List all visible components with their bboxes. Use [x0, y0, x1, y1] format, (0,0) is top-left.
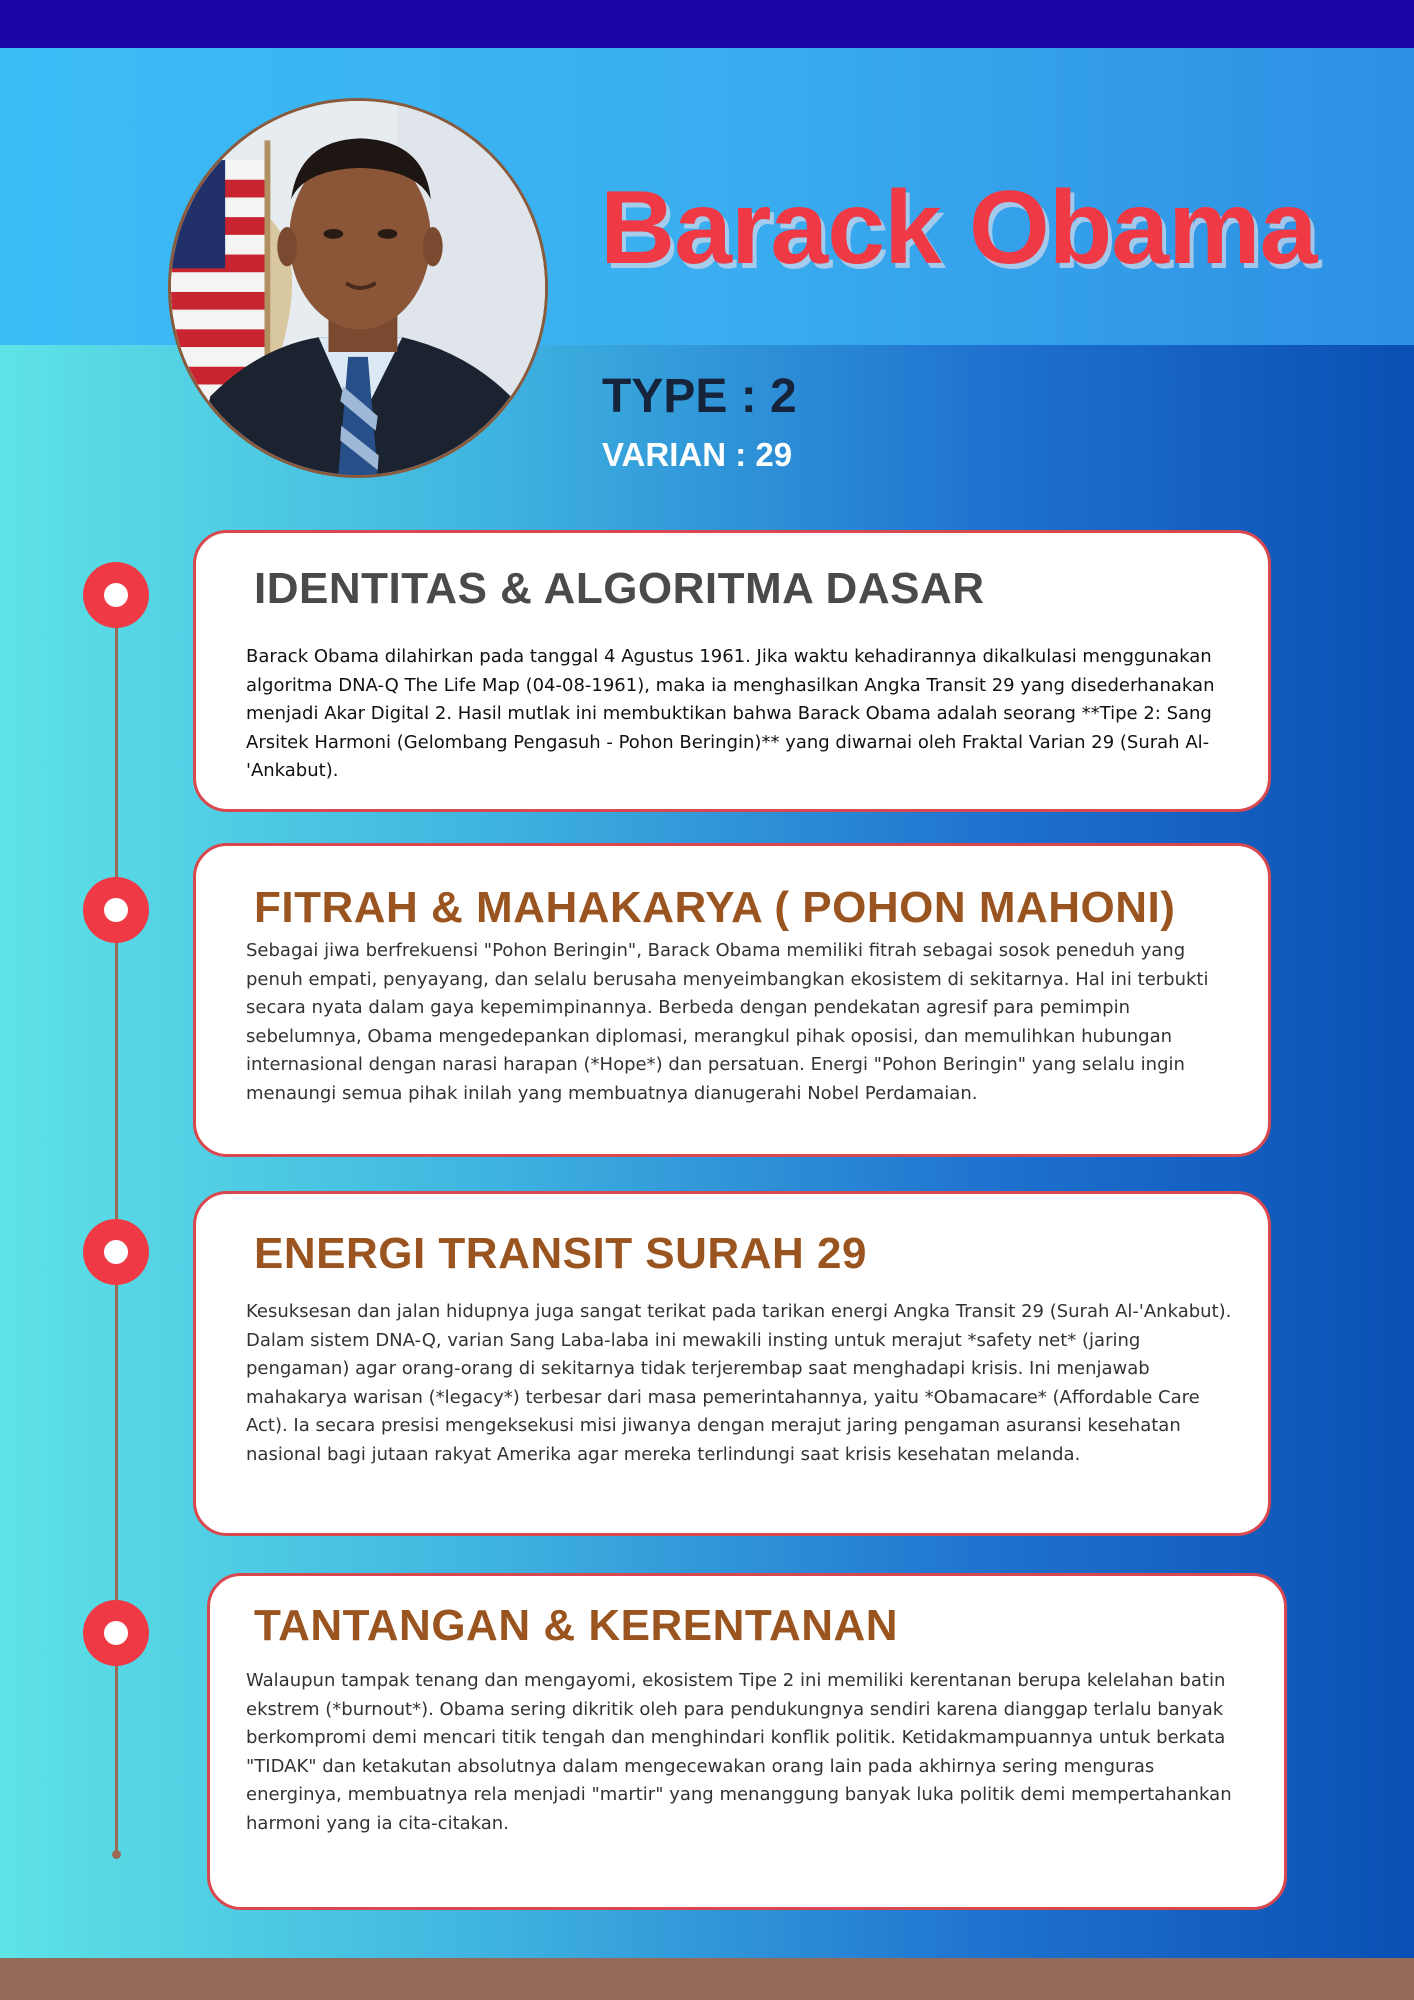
section-card-challenges — [207, 1573, 1287, 1910]
section-heading: TANTANGAN & KERENTANAN — [254, 1601, 899, 1650]
section-body: Sebagai jiwa berfrekuensi "Pohon Beringin", Barack Obama memiliki fitrah sebagai sosok peneduh yang penuh empati, penyayang, dan selalu berusaha menyeimbangkan ekosistem di sekitarnya. Hal ini terbukti secara nyata dalam gaya kepemimpinannya. Berbeda dengan pendekatan agresif para pemimpin sebelumnya, Obama mengedepankan diplomasi, merangkul pihak oposisi, dan memulihkan hubungan internasional dengan narasi harapan (*Hope*) dan persatuan. Energi "Pohon Beringin" yang selalu ingin menaungi semua pihak inilah yang membuatnya dianugerahi Nobel Perdamaian. — [246, 940, 1209, 1104]
section-body: Kesuksesan dan jalan hidupnya juga sangat terikat pada tarikan energi Angka Transit 29 (Surah Al-'Ankabut). Dalam sistem DNA-Q, varian Sang Laba-laba ini mewakili insting untuk merajut *safety net* (jaring pengaman) agar orang-orang di sekitarnya tidak terjerembap saat menghadapi krisis. Ini menjawab mahakarya warisan (*legacy*) terbesar dari masa pemerintahannya, yaitu *Obamacare* (Affordable Care Act). Ia secara presisi mengeksekusi misi jiwanya dengan merajut jaring pengaman asuransi kesehatan nasional bagi jutaan rakyat Amerika agar mereka terlindungi saat krisis kesehatan melanda. — [246, 1301, 1232, 1465]
portrait-photo — [168, 98, 548, 478]
section-card-fitrah — [193, 843, 1271, 1157]
timeline-dot-4 — [83, 1600, 149, 1666]
timeline-dot-3 — [83, 1219, 149, 1285]
section-body: Walaupun tampak tenang dan mengayomi, ekosistem Tipe 2 ini memiliki kerentanan berupa kelelahan batin ekstrem (*burnout*). Obama sering dikritik oleh para pendukungnya sendiri karena dianggap terlalu banyak berkompromi demi mencari titik tengah dan menghindari konflik politik. Ketidakmampuannya untuk berkata "TIDAK" dan ketakutan absolutnya dalam mengecewakan orang lain pada akhirnya sering menguras energinya, membuatnya rela menjadi "martir" yang menanggung banyak luka politik demi mempertahankan harmoni yang ia cita-citakan. — [246, 1670, 1232, 1834]
bottom-bar — [0, 1958, 1414, 2000]
section-card-identity — [193, 530, 1271, 812]
timeline-dot-1 — [83, 562, 149, 628]
profile-name: Barack Obama — [600, 170, 1317, 286]
section-body: Barack Obama dilahirkan pada tanggal 4 Agustus 1961. Jika waktu kehadirannya dikalkulasi menggunakan algoritma DNA-Q The Life Map (04-08-1961), maka ia menghasilkan Angka Transit 29 yang disederhanakan menjadi Akar Digital 2. Hasil mutlak ini membuktikan bahwa Barack Obama adalah seorang **Tipe 2: Sang Arsitek Harmoni (Gelombang Pengasuh - Pohon Beringin)** yang diwarnai oleh Fraktal Varian 29 (Surah Al-'Ankabut). — [246, 646, 1215, 781]
section-heading: ENERGI TRANSIT SURAH 29 — [254, 1229, 867, 1278]
timeline-end-dot — [112, 1850, 121, 1859]
section-heading: IDENTITAS & ALGORITMA DASAR — [254, 564, 985, 613]
timeline-dot-2 — [83, 877, 149, 943]
variant-label: VARIAN : 29 — [602, 436, 793, 473]
section-card-energy — [193, 1191, 1271, 1536]
top-bar — [0, 0, 1414, 48]
section-heading: FITRAH & MAHAKARYA ( POHON MAHONI) — [254, 883, 1176, 932]
type-label: TYPE : 2 — [602, 370, 797, 423]
